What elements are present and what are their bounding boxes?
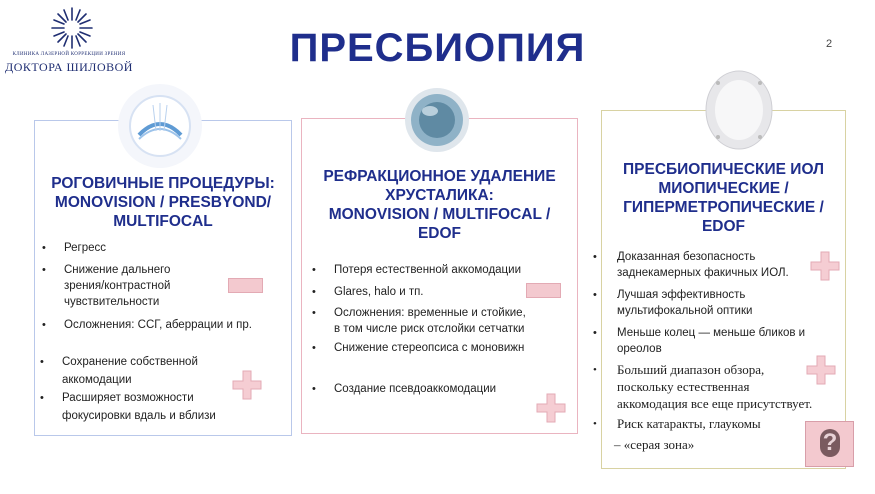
card1-con-2b: зрения/контрастной	[64, 280, 171, 292]
lens-image	[404, 87, 470, 153]
card3-item-2b: мультифокальной оптики	[617, 305, 753, 317]
cornea-image	[117, 83, 203, 169]
plus-icon	[806, 355, 836, 385]
page-number: 2	[826, 38, 833, 50]
card3-title-line2: МИОПИЧЕСКИЕ /	[658, 180, 789, 197]
card2-title-line1: РЕФРАКЦИОННОЕ УДАЛЕНИЕ	[323, 168, 556, 185]
minus-icon	[228, 278, 263, 293]
card3-item-3b: ореолов	[617, 343, 662, 355]
slide-title: ПРЕСБИОПИЯ	[289, 26, 586, 70]
card1-pro-2b: фокусировки вдаль и вблизи	[62, 410, 216, 422]
question-mark-icon: ?	[820, 429, 840, 457]
card3-item-4c: аккомодация все еще присутствует.	[617, 396, 813, 411]
card1-pro-1b: аккомодации	[62, 374, 132, 386]
plus-icon	[232, 370, 262, 400]
card1-con-1: Регресс	[64, 242, 107, 254]
card1-title-line1: РОГОВИЧНЫЕ ПРОЦЕДУРЫ:	[51, 175, 275, 192]
card3-item-4b: поскольку естественная	[617, 379, 750, 394]
card3-item-1b: заднекамерных факичных ИОЛ.	[617, 267, 789, 279]
plus-icon	[810, 251, 840, 281]
card2-title-line3: MONOVISION / MULTIFOCAL /	[328, 206, 551, 223]
card2-con-2: Glares, halo и тп.	[334, 286, 424, 298]
question-box	[805, 421, 854, 467]
card3-item-1a: Доказанная безопасность	[617, 251, 756, 263]
logo-subtitle: КЛИНИКА ЛАЗЕРНОЙ КОРРЕКЦИИ ЗРЕНИЯ	[12, 52, 126, 57]
card3-title-line4: EDOF	[701, 218, 746, 235]
card3-item-3a: Меньше колец — меньше бликов и	[617, 327, 806, 339]
iol-image	[704, 69, 774, 151]
card1-pro-1a: Сохранение собственной	[62, 356, 198, 368]
card3-title-line1: ПРЕСБИОПИЧЕСКИЕ ИОЛ	[623, 161, 824, 178]
plus-icon	[536, 393, 566, 423]
card3-title-line3: ГИПЕРМЕТРОПИЧЕСКИЕ /	[623, 199, 824, 216]
card3-item-2a: Лучшая эффективность	[617, 289, 746, 301]
card2-title-line2: ХРУСТАЛИКА:	[385, 187, 494, 204]
card2-pro-1: Создание псевдоаккомодации	[334, 383, 497, 395]
card2-con-1: Потеря естественной аккомодации	[334, 264, 521, 276]
logo-name: ДОКТОРА ШИЛОВОЙ	[5, 60, 133, 74]
card2-con-3a: Осложнения: временные и стойкие,	[334, 307, 526, 319]
card1-con-3: Осложнения: ССГ, аберрации и пр.	[64, 319, 252, 331]
card2-con-3b: в том числе риск отслойки сетчатки	[334, 323, 525, 335]
minus-icon	[526, 283, 561, 298]
card1-pro-2a: Расширяет возможности	[62, 392, 194, 404]
card1-con-2a: Снижение дальнего	[64, 264, 171, 276]
card2-con-4: Снижение стереопсиса с моновижн	[334, 342, 525, 354]
card3-item-4a: Больший диапазон обзора,	[617, 362, 765, 377]
card1-con-2c: чувствительности	[64, 296, 160, 308]
card1-title-line3: MULTIFOCAL	[113, 213, 213, 230]
card3-item-5a: Риск катаракты, глаукомы	[617, 416, 761, 431]
card1-title-line2: MONOVISION / PRESBYOND/	[54, 194, 272, 211]
card2-title-line4: EDOF	[417, 225, 462, 242]
card3-item-5b: – «серая зона»	[614, 437, 695, 452]
